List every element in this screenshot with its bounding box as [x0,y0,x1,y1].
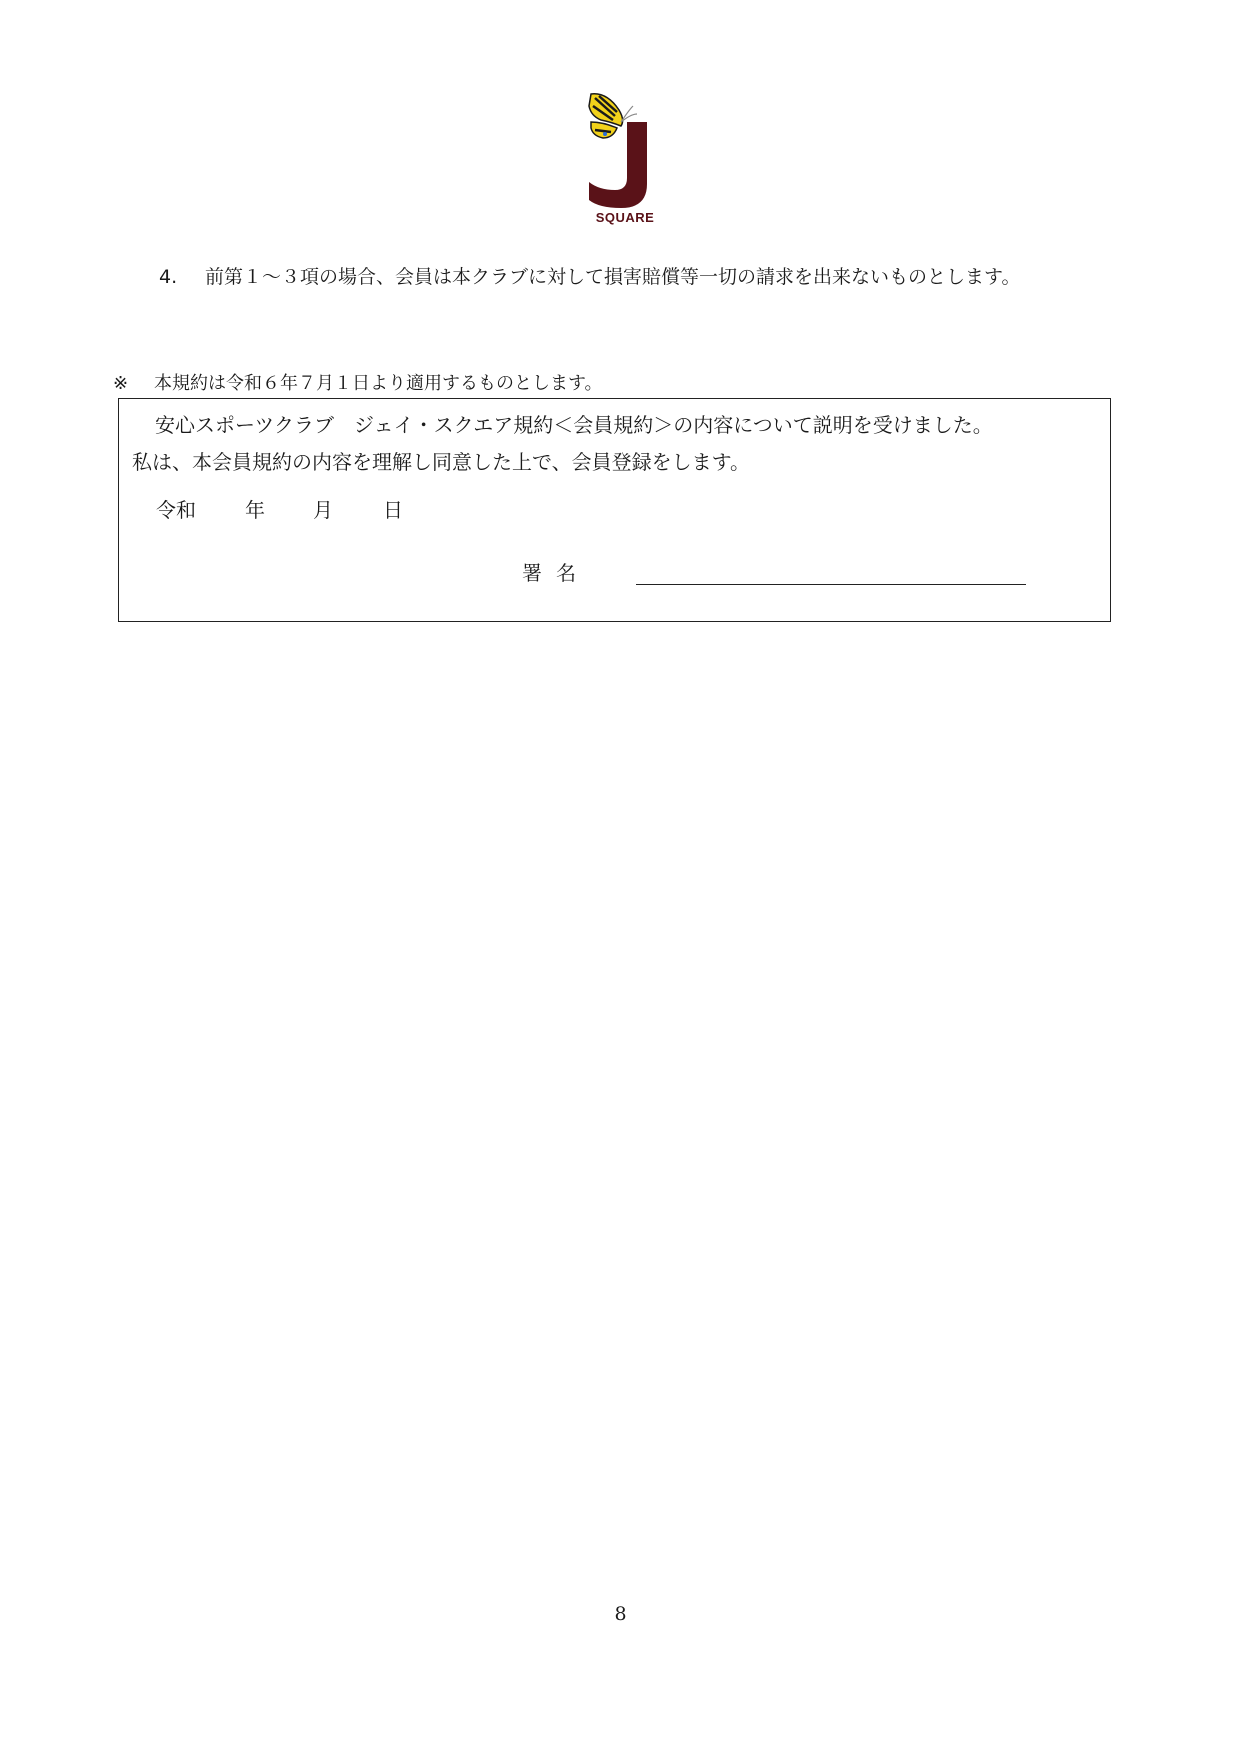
date-year-label: 年 [245,498,265,522]
logo-text: SQUARE [595,210,655,225]
signature-line[interactable] [636,584,1026,585]
date-month-label: 月 [313,498,333,522]
clause-text: 前第１～３項の場合、会員は本クラブに対して損害賠償等一切の請求を出来ないものとします。 [205,266,1021,288]
effective-date-note [113,369,603,395]
clause-item [159,262,1020,289]
butterfly-icon [585,92,665,210]
note-mark: ※ [113,373,129,394]
page-number: 8 [614,1603,627,1625]
signature-label: 署名 [522,561,590,585]
clause-number: 4. [159,266,178,288]
date-era: 令和 [156,498,196,522]
j-square-logo [585,92,665,232]
date-day-label: 日 [383,498,403,522]
consent-statement-line1: 安心スポーツクラブ ジェイ・スクエア規約＜会員規約＞の内容について説明を受けました。 [155,413,993,437]
consent-box [118,398,1111,622]
note-text: 本規約は令和６年７月１日より適用するものとします。 [154,373,603,394]
consent-statement-line2: 私は、本会員規約の内容を理解し同意した上で、会員登録をします。 [132,450,750,474]
